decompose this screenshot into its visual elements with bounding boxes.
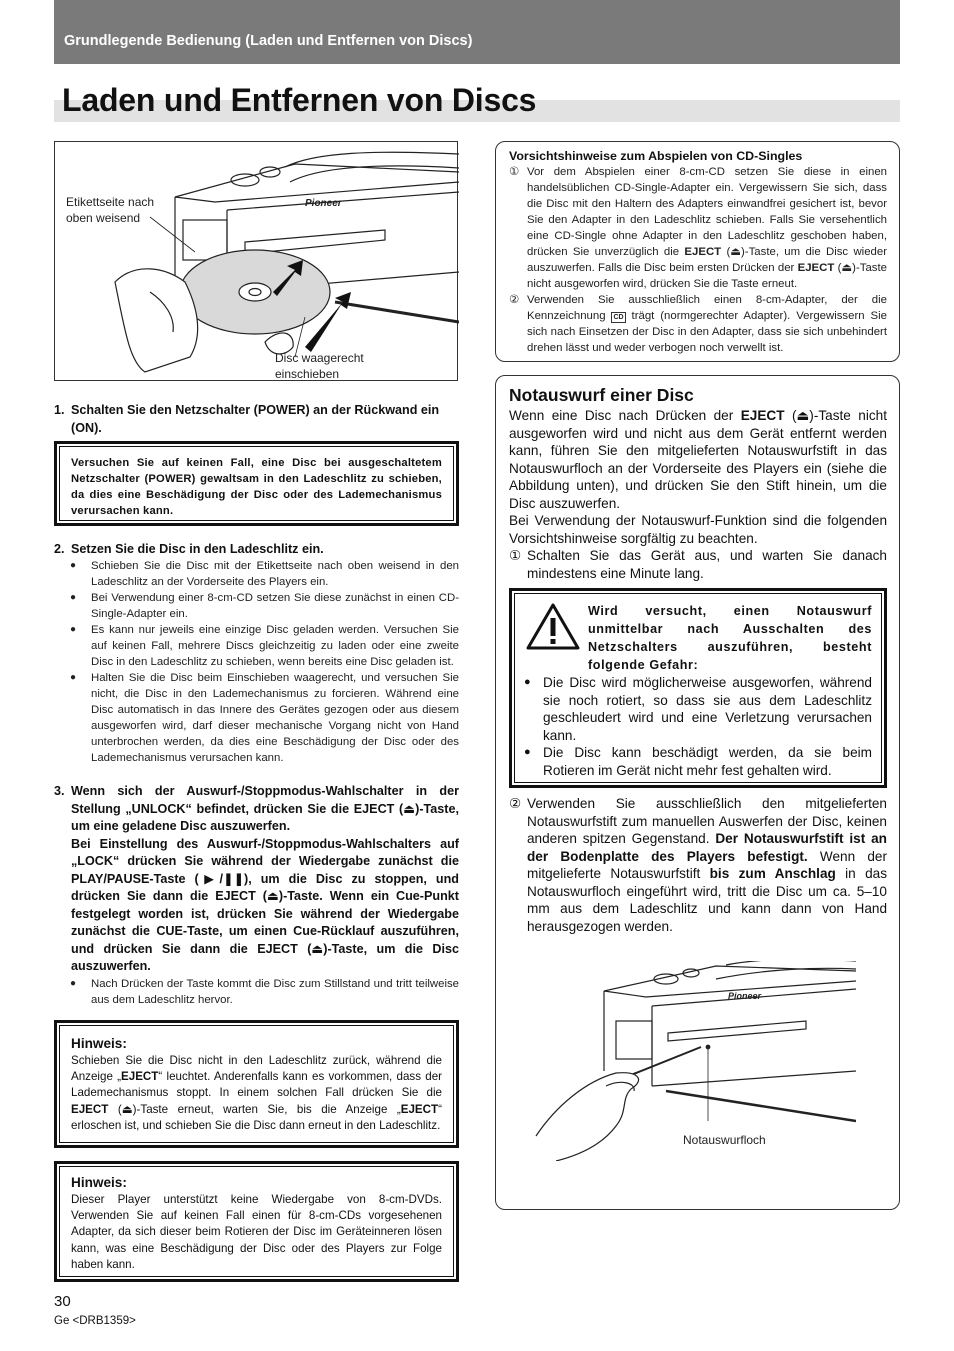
- emergency-step-2-text: in das Notauswurfloch eingeführt wird, tritt die Disc um ca. 5–10 mm aus dem Ladeschlitz und kann dann von Hand herausgezogen werden.: [527, 866, 887, 934]
- danger-bullet-text: Die Disc kann beschädigt werden, da sie beim Rotieren im Gerät nicht mehr fest gehalten wird.: [543, 745, 872, 778]
- cd-single-item-1: [509, 164, 887, 292]
- emergency-heading: Notauswurf einer Disc: [509, 385, 694, 405]
- cd-single-number-2: ②: [509, 294, 520, 306]
- cd-single-eject: EJECT: [797, 262, 835, 274]
- step-1-number: 1.: [54, 403, 65, 417]
- hint-1-eject: EJECT: [400, 1102, 439, 1116]
- step-2-bullet: ● Schieben Sie die Disc mit der Etikettseite nach oben weisend in den Ladeschlitz an der Vorderseite des Players ein.: [54, 558, 459, 590]
- figure-disc-loading: [54, 141, 458, 381]
- hint-box-1: [54, 1020, 459, 1148]
- cd-single-text: (⏏)-Taste, um die Disc wieder auszuwerfen. Falls die Disc beim ersten Drücken der: [527, 246, 887, 274]
- step-1-text: Schalten Sie den Netzschalter (POWER) an der Rückwand ein (ON).: [71, 403, 440, 435]
- emergency-eject-illustration: [516, 961, 856, 1161]
- hint-1-text-part: “ erloschen ist, und schieben Sie die Disc dann erneut in den Ladeschlitz.: [71, 1102, 442, 1132]
- section-header-bar: [54, 0, 900, 64]
- hint-1-text-part: “ leuchtet. Anderenfalls kann es vorkommen, dass der Lademechanismus stoppt. In einem solchen Fall drücken Sie die: [71, 1070, 443, 1100]
- cd-single-item-2: [509, 292, 887, 356]
- cd-single-text: (⏏)-Taste nicht ausgeworfen wird, drücken Sie die Taste erneut.: [527, 262, 887, 290]
- emergency-step-1-text: Schalten Sie das Gerät aus, und warten Sie danach mindestens eine Minute lang.: [527, 548, 887, 581]
- danger-bullet-text: Die Disc wird möglicherweise ausgeworfen, während sie noch rotiert, so dass sie aus dem Ladeschlitz geschleudert wird und eine Verletzung verursachen kann.: [543, 675, 872, 743]
- hint-1-heading: Hinweis:: [71, 1036, 127, 1051]
- emergency-step-2-bold: bis zum Anschlag: [709, 866, 836, 881]
- hint-1-text: [71, 1053, 442, 1134]
- emergency-step-1: [509, 547, 887, 582]
- emergency-text: (⏏)-Taste nicht ausgeworfen wird und nicht aus dem Gerät entfernt werden kann, führen Sie den mitgelieferten Notauswurfstift in das Notauswurfloch an der Vorderseite des Players ein (siehe die Abbildung unten), und drücken Sie den Stift hinein, um die Disc auszuwerfen.: [509, 408, 887, 511]
- label-waagerecht-line1: Disc waagerecht: [275, 351, 364, 365]
- step-2-bullet: ● Halten Sie die Disc beim Einschieben waagerecht, und versuchen Sie nicht, die Disc in den Lademechanismus zu forcieren. Während eine Disc automatisch in das Innere des Gerätes gezogen oder aus diesem ausgeworfen wird, darf dieser mechanische Vorgang nicht von Hand unterbrochen werden, da dies eine Beschädigung der Disc oder des Lademechanismus verursachen kann.: [54, 670, 459, 766]
- step-1: [54, 402, 458, 437]
- step-3-bullets: [54, 976, 459, 1008]
- danger-bullet: ● Die Disc kann beschädigt werden, da sie beim Rotieren im Gerät nicht mehr fest gehalten wird.: [524, 745, 872, 778]
- emergency-number-2: ②: [509, 796, 522, 811]
- hint-2-text: Dieser Player unterstützt keine Wiedergabe von 8-cm-DVDs. Verwenden Sie auf keinen Fall einen für 8-cm-CDs vorgesehenen Adapter, da sich dieser beim Rotieren der Disc im Geräteinneren lösen kann, was eine Beschädigung der Disc oder des Players zur Folge haben kann.: [71, 1193, 442, 1271]
- section-title: Grundlegende Bedienung (Laden und Entfernen von Discs): [64, 33, 473, 49]
- hint-1-eject: EJECT: [121, 1070, 159, 1084]
- page-number: 30: [54, 1293, 71, 1310]
- document-code: Ge <DRB1359>: [54, 1315, 136, 1327]
- cd-single-text: Vor dem Abspielen einer 8-cm-CD setzen Sie diese in einen handelsüblichen CD-Single-Adapter ein. Vergewissern Sie sich, dass die Disc mit den Haltern des Adapters einwandfrei gesichert ist, bevor Sie den Adapter in den Ladeschlitz schieben. Falls Sie versehentlich eine CD-Single ohne Adapter in den Ladeschlitz geschoben haben, drücken Sie unverzüglich die: [527, 166, 887, 258]
- step-2-bullets: [54, 558, 459, 766]
- emergency-text-2: Bei Verwendung der Notauswurf-Funktion sind die folgenden Vorsichtshinweise sorgfältig zu beachten.: [509, 513, 887, 546]
- disc-loading-illustration: [55, 142, 459, 382]
- step-2-text: Setzen Sie die Disc in den Ladeschlitz ein.: [71, 542, 324, 556]
- danger-heading: Wird versucht, einen Notauswurf unmittelbar nach Ausschalten des Netzschalters auszuführen, besteht folgende Gefahr:: [588, 604, 872, 672]
- emergency-step-2-text: Wenn der mitgelieferte Notauswurfstift: [527, 848, 888, 881]
- emergency-text: Wenn eine Disc nach Drücken der: [509, 408, 741, 423]
- label-etikettseite: [66, 194, 154, 226]
- emergency-step-2: [509, 795, 887, 935]
- step-3: [54, 783, 459, 976]
- hint-box-2: [54, 1161, 459, 1282]
- emergency-number-1: ①: [509, 548, 522, 563]
- step-3-text-1: Wenn sich der Auswurf-/Stoppmodus-Wahlschalter in der Stellung „UNLOCK“ befindet, drücken Sie die EJECT (⏏)-Taste, um eine geladene Disc auszuwerfen.: [71, 784, 459, 833]
- warning-box-power: [54, 441, 459, 526]
- label-waagerecht: [275, 350, 364, 382]
- step-2: [54, 541, 458, 559]
- cd-single-text: trägt (normgerechter Adapter). Vergewissern Sie sich nach Einsetzen der Disc in den Adapter, dass sie sich unbehindert drehen lässt und weder verbogen noch verwellt ist.: [527, 310, 887, 354]
- cd-single-box: [495, 141, 900, 362]
- emergency-eject-box: [495, 375, 900, 1210]
- emergency-step-2-bold: Der Notauswurfstift ist an der Bodenplatte des Players befestigt.: [527, 831, 887, 864]
- brand-logo: Pioneer: [305, 198, 342, 209]
- brand-logo-2: Pioneer: [728, 991, 762, 1001]
- step-2-number: 2.: [54, 542, 65, 556]
- compact-disc-logo: CD: [613, 314, 624, 321]
- step-3-bullet: ● Nach Drücken der Taste kommt die Disc zum Stillstand und tritt teilweise aus dem Ladeschlitz hervor.: [54, 976, 459, 1008]
- label-etikettseite-line2: oben weisend: [66, 211, 141, 225]
- warning-power-text: Versuchen Sie auf keinen Fall, eine Disc bei ausgeschaltetem Netzschalter (POWER) gewaltsam in den Ladeschlitz zu schieben, da dies eine Beschädigung der Disc oder des Lademechanismus verursachen kann.: [71, 457, 442, 517]
- cd-single-number-1: ①: [509, 166, 520, 178]
- hint-1-eject: EJECT: [71, 1102, 109, 1116]
- hint-2-heading: Hinweis:: [71, 1175, 127, 1190]
- cd-single-eject: EJECT: [684, 246, 722, 258]
- danger-bullet: ● Die Disc wird möglicherweise ausgeworfen, während sie noch rotiert, so dass sie aus dem Ladeschlitz geschleudert wird und eine Verletzung verursachen kann.: [524, 675, 872, 743]
- emergency-eject: EJECT: [740, 408, 785, 423]
- page-title: Laden und Entfernen von Discs: [62, 82, 537, 118]
- hint-1-text-part: Schieben Sie die Disc nicht in den Ladeschlitz zurück, während die Anzeige „: [71, 1054, 442, 1084]
- emergency-intro: [509, 407, 887, 582]
- step-3-number: 3.: [54, 784, 65, 798]
- label-etikettseite-line1: Etikettseite nach: [66, 195, 155, 209]
- label-waagerecht-line2: einschieben: [275, 367, 340, 381]
- cd-single-text: Verwenden Sie ausschließlich einen 8-cm-Adapter, der die Kennzeichnung: [527, 294, 887, 322]
- step-3-text-2: Bei Einstellung des Auswurf-/Stoppmodus-Wahlschalters auf „LOCK“ drücken Sie während der Wiedergabe zunächst die PLAY/PAUSE-Taste (▶/❚❚), um die Disc zu stoppen, und drücken Sie dann die EJECT (⏏)-Taste. Wenn ein Cue-Punkt festgelegt worden ist, drücken Sie während der Wiedergabe zunächst die CUE-Taste, um einen Cue-Rücklauf auszuführen, und drücken Sie dann die EJECT (⏏)-Taste, um die Disc auszuwerfen.: [71, 836, 459, 973]
- step-2-bullet: ● Bei Verwendung einer 8-cm-CD setzen Sie diese zunächst in einen CD-Single-Adapter ein.: [54, 590, 459, 622]
- hint-1-text-part: (⏏)-Taste erneut, warten Sie, bis die Anzeige „: [108, 1102, 401, 1116]
- step-2-bullet: ● Es kann nur jeweils eine einzige Disc geladen werden. Versuchen Sie auf keinen Fall, mehrere Discs gleichzeitig zu laden oder eine zweite Disc in den Ladeschlitz zu schieben, wenn bereits eine Disc geladen ist.: [54, 622, 459, 670]
- warning-triangle-icon: [525, 602, 581, 652]
- emergency-step-2-text: Verwenden Sie ausschließlich den mitgelieferten Notauswurfstift zum manuellen Auswerfen der Disc, keinen anderen spitzen Gegenstand.: [527, 796, 887, 846]
- danger-box: [509, 588, 887, 788]
- label-notauswurfloch: Notauswurfloch: [683, 1133, 766, 1147]
- cd-single-heading: Vorsichtshinweise zum Abspielen von CD-Singles: [509, 149, 803, 163]
